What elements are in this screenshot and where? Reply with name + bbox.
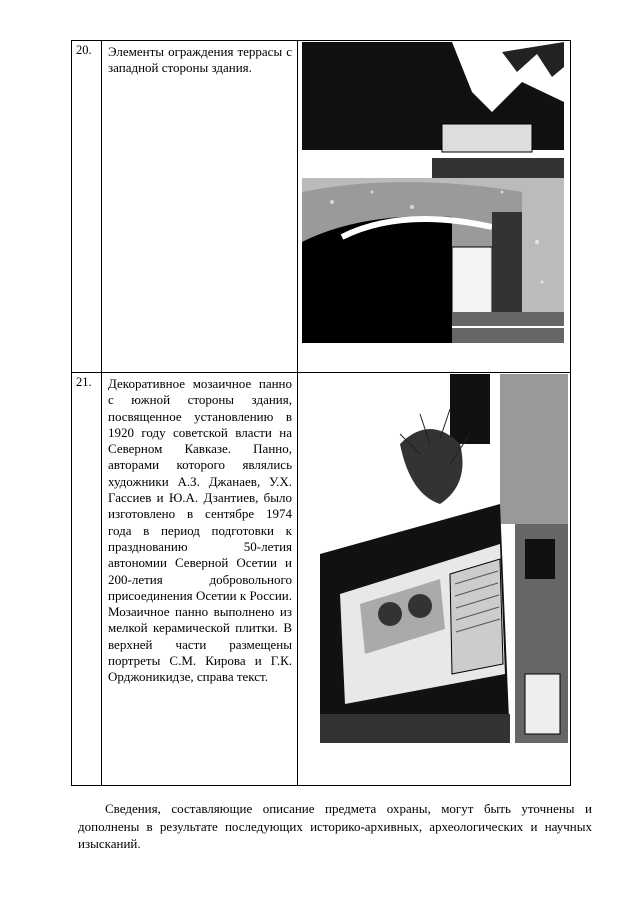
row-description-cell bbox=[102, 373, 298, 786]
protection-items-table bbox=[71, 40, 571, 786]
mosaic-panel-photo bbox=[300, 374, 568, 743]
row-number: 21. bbox=[76, 375, 92, 389]
row-number: 20. bbox=[76, 43, 92, 57]
row-photo-cell bbox=[298, 41, 571, 373]
row-photo-cell bbox=[298, 373, 571, 786]
row-number-cell bbox=[72, 41, 102, 373]
row-description: Элементы ограждения террасы с западной стороны здания. bbox=[108, 44, 292, 76]
row-description-cell bbox=[102, 41, 298, 373]
table-row bbox=[72, 41, 571, 373]
table-row bbox=[72, 373, 571, 786]
terrace-railing-photo bbox=[302, 42, 564, 343]
row-number-cell bbox=[72, 373, 102, 786]
row-description: Декоративное мозаичное панно с южной стороны здания, посвященное установлению в 1920 году советской власти на Северном Кавказе. Панно, авторами которого являлись художники А.З. Джанаев, У.Х. Гассиев и Ю.А. Дзантиев, было изготовлено в сентябре 1974 года в период подготовки к празднованию 50-летия автономии Северной Осетии и 200-летия добровольного присоединения Осетии к России. Мозаичное панно выполнено из мелкой керамической плитки. В верхней части размещены портреты С.М. Кирова и Г.К. Орджоникидзе, справа текст. bbox=[108, 376, 292, 685]
footer-note: Сведения, составляющие описание предмета охраны, могут быть уточнены и дополнены в результате последующих историко-архивных, археологических и научных изысканий. bbox=[78, 801, 592, 851]
